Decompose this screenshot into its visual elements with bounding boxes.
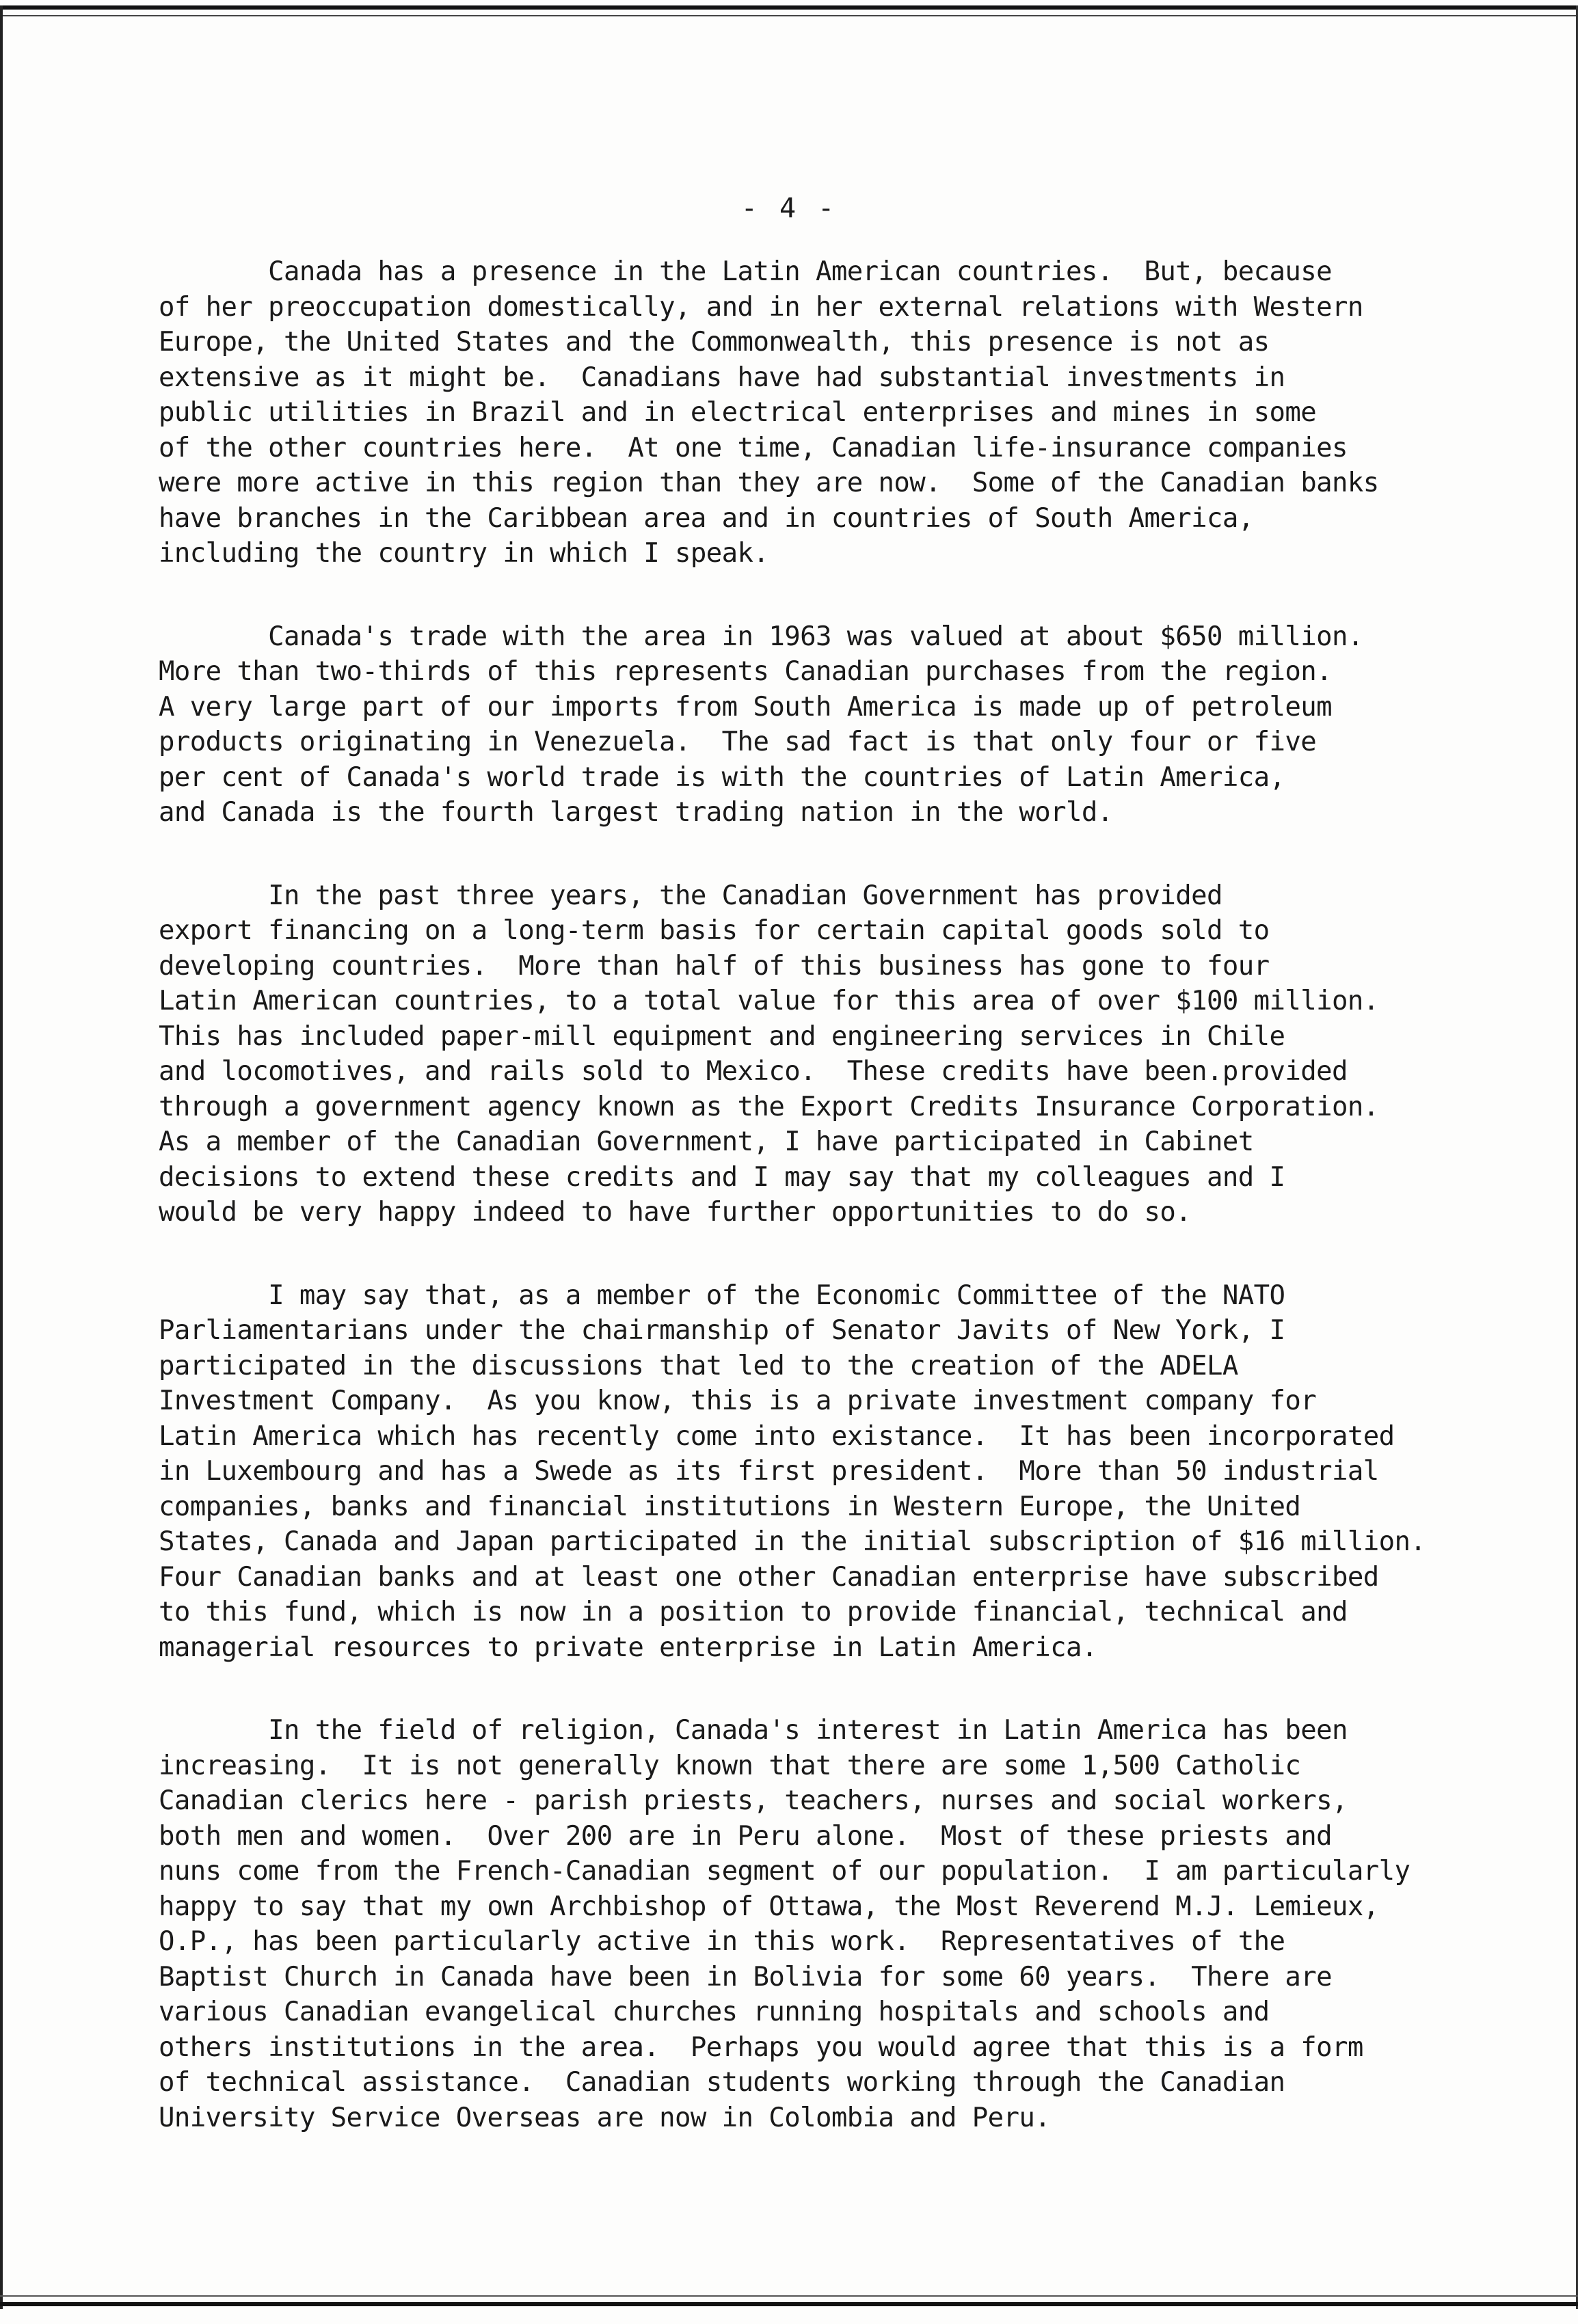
paragraph-export-financing xyxy=(159,878,1512,1230)
text-line: of the other countries here. At one time, Canadian life-insurance companies xyxy=(159,432,1348,463)
text-line: This has included paper-mill equipment and engineering services in Chile xyxy=(159,1021,1285,1052)
text-line: As a member of the Canadian Government, I have participated in Cabinet xyxy=(159,1126,1254,1157)
text-line: of her preoccupation domestically, and in her external relations with Western xyxy=(159,291,1363,323)
top-border-rule xyxy=(0,5,1578,10)
text-line: A very large part of our imports from South America is made up of petroleum xyxy=(159,691,1332,722)
text-line: Parliamentarians under the chairmanship of Senator Javits of New York, I xyxy=(159,1315,1285,1346)
page-number: - 4 - xyxy=(740,193,838,224)
text-line: would be very happy indeed to have further opportunities to do so. xyxy=(159,1197,1192,1228)
text-line: per cent of Canada's world trade is with the countries of Latin America, xyxy=(159,761,1285,793)
text-line: including the country in which I speak. xyxy=(159,538,769,569)
text-line: nuns come from the French-Canadian segment of our population. I am particularly xyxy=(159,1856,1410,1887)
bottom-border-thin-rule xyxy=(0,2295,1578,2297)
text-line: were more active in this region than they are now. Some of the Canadian banks xyxy=(159,468,1379,498)
text-line: managerial resources to private enterprise in Latin America. xyxy=(159,1632,1097,1663)
text-line: companies, banks and financial institutions in Western Europe, the United xyxy=(159,1491,1301,1522)
text-line: and Canada is the fourth largest trading nation in the world. xyxy=(159,797,1113,828)
text-line: Europe, the United States and the Commonwealth, this presence is not as xyxy=(159,327,1270,357)
body-text xyxy=(159,254,1512,2183)
text-line: States, Canada and Japan participated in the initial subscription of $16 million. xyxy=(159,1526,1426,1557)
text-line: Baptist Church in Canada have been in Bolivia for some 60 years. There are xyxy=(159,1961,1332,1992)
text-line: Canada's trade with the area in 1963 was valued at about $650 million. xyxy=(159,621,1363,652)
text-line: happy to say that my own Archbishop of Ottawa, the Most Reverend M.J. Lemieux, xyxy=(159,1891,1379,1922)
text-line: decisions to extend these credits and I may say that my colleagues and I xyxy=(159,1161,1285,1193)
text-line: Canadian clerics here - parish priests, teachers, nurses and social workers, xyxy=(159,1785,1348,1816)
text-line: products originating in Venezuela. The sad fact is that only four or five xyxy=(159,727,1317,757)
text-line: participated in the discussions that led to the creation of the ADELA xyxy=(159,1350,1238,1381)
text-line: In the field of religion, Canada's interest in Latin America has been xyxy=(159,1715,1348,1746)
text-line: Latin American countries, to a total value for this area of over $100 million. xyxy=(159,986,1379,1016)
text-line: In the past three years, the Canadian Government has provided xyxy=(159,880,1222,911)
text-line: Investment Company. As you know, this is a private investment company for xyxy=(159,1386,1317,1416)
top-border-thin-rule xyxy=(0,15,1578,16)
text-line: others institutions in the area. Perhaps you would agree that this is a form xyxy=(159,2031,1363,2063)
paragraph-adela xyxy=(159,1278,1512,1666)
text-line: in Luxembourg and has a Swede as its first president. More than 50 industrial xyxy=(159,1456,1379,1487)
left-border-rule xyxy=(0,5,3,2309)
text-line: increasing. It is not generally known that there are some 1,500 Catholic xyxy=(159,1750,1301,1781)
text-line: University Service Overseas are now in Colombia and Peru. xyxy=(159,2102,1051,2133)
text-line: O.P., has been particularly active in this work. Representatives of the xyxy=(159,1926,1285,1957)
text-line: through a government agency known as the Export Credits Insurance Corporation. xyxy=(159,1091,1379,1122)
text-line: and locomotives, and rails sold to Mexico. These credits have been.provided xyxy=(159,1056,1348,1087)
text-line: public utilities in Brazil and in electrical enterprises and mines in some xyxy=(159,397,1317,428)
text-line: of technical assistance. Canadian students working through the Canadian xyxy=(159,2067,1285,2098)
text-line: export financing on a long-term basis for certain capital goods sold to xyxy=(159,915,1270,946)
text-line: I may say that, as a member of the Economic Committee of the NATO xyxy=(159,1280,1285,1311)
text-line: Canada has a presence in the Latin American countries. But, because xyxy=(159,256,1332,287)
text-line: developing countries. More than half of this business has gone to four xyxy=(159,950,1270,982)
paragraph-trade xyxy=(159,619,1512,830)
text-line: both men and women. Over 200 are in Peru alone. Most of these priests and xyxy=(159,1820,1332,1852)
text-line: to this fund, which is now in a position to provide financial, technical and xyxy=(159,1597,1348,1627)
text-line: Four Canadian banks and at least one other Canadian enterprise have subscribed xyxy=(159,1561,1379,1593)
paragraph-religion xyxy=(159,1713,1512,2135)
text-line: extensive as it might be. Canadians have had substantial investments in xyxy=(159,362,1285,393)
text-line: have branches in the Caribbean area and in countries of South America, xyxy=(159,502,1254,534)
text-line: More than two-thirds of this represents Canadian purchases from the region. xyxy=(159,656,1332,687)
text-line: various Canadian evangelical churches running hospitals and schools and xyxy=(159,1997,1270,2027)
paragraph-canada-presence xyxy=(159,254,1512,571)
text-line: Latin America which has recently come into existance. It has been incorporated xyxy=(159,1420,1395,1452)
bottom-border-rule xyxy=(0,2302,1578,2306)
